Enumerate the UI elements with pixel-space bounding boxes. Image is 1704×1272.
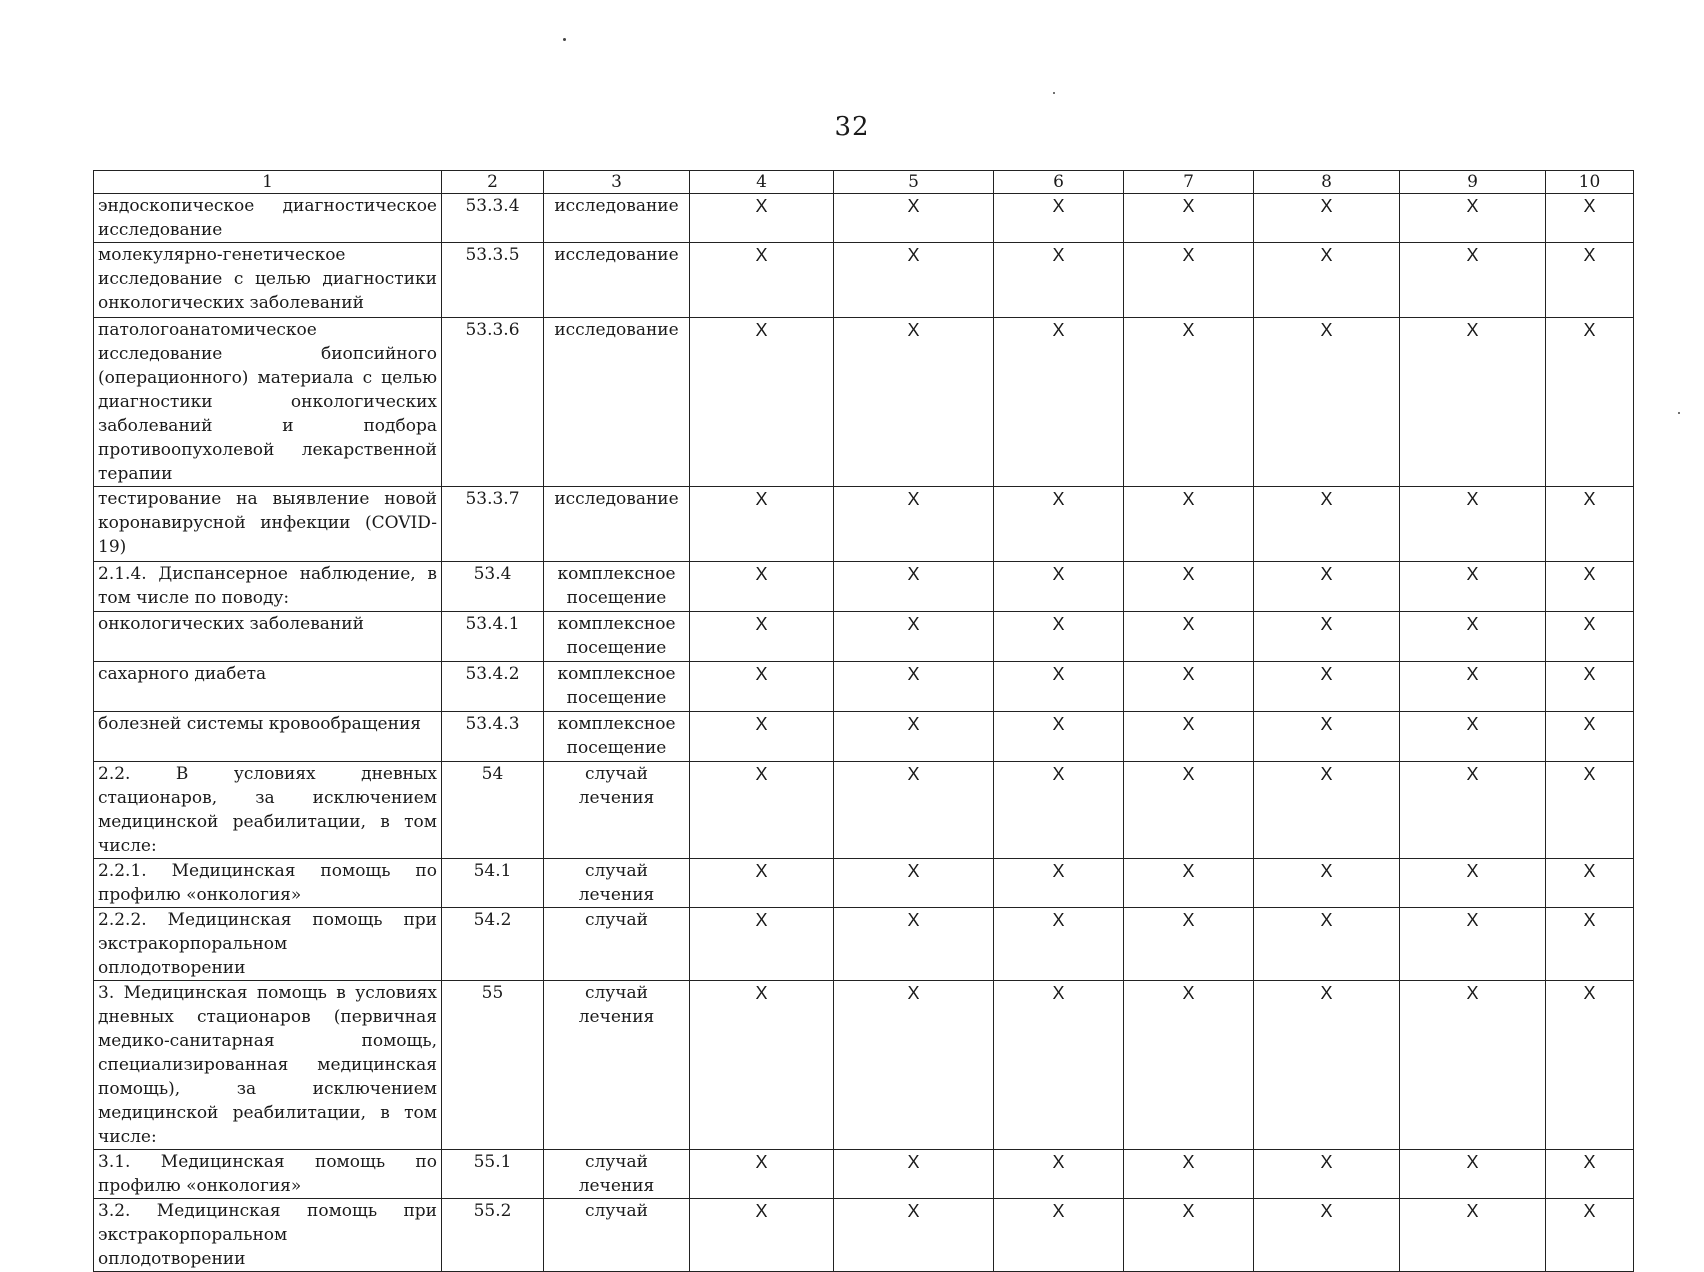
row-code-cell: 53.3.6 xyxy=(442,318,544,487)
table-body xyxy=(94,194,1634,1272)
column-header: 8 xyxy=(1254,171,1400,194)
unit-cell: случай лечения xyxy=(544,859,690,908)
data-table xyxy=(93,170,1634,1272)
table-row xyxy=(94,487,1634,562)
x-mark-cell: X xyxy=(690,562,834,612)
service-name-cell: 3.2. Медицинская помощь при экстракорпоральном оплодотворении xyxy=(94,1199,442,1272)
x-mark-cell: X xyxy=(994,612,1124,662)
x-mark-cell: X xyxy=(1546,562,1634,612)
x-mark-cell: X xyxy=(1124,318,1254,487)
page-number: 32 xyxy=(834,112,870,142)
x-mark-cell: X xyxy=(1254,1150,1400,1199)
x-mark-cell: X xyxy=(1124,1150,1254,1199)
x-mark-cell: X xyxy=(1400,487,1546,562)
table-row xyxy=(94,662,1634,712)
x-mark-cell: X xyxy=(834,243,994,318)
x-mark-cell: X xyxy=(1400,612,1546,662)
row-code-cell: 53.3.7 xyxy=(442,487,544,562)
x-mark-cell: X xyxy=(690,612,834,662)
x-mark-cell: X xyxy=(834,318,994,487)
x-mark-cell: X xyxy=(1546,318,1634,487)
table-row xyxy=(94,908,1634,981)
x-mark-cell: X xyxy=(1254,1199,1400,1272)
x-mark-cell: X xyxy=(994,762,1124,859)
column-header: 4 xyxy=(690,171,834,194)
x-mark-cell: X xyxy=(1124,981,1254,1150)
x-mark-cell: X xyxy=(1400,1150,1546,1199)
row-code-cell: 53.3.5 xyxy=(442,243,544,318)
x-mark-cell: X xyxy=(1124,562,1254,612)
x-mark-cell: X xyxy=(1400,1199,1546,1272)
x-mark-cell: X xyxy=(994,1150,1124,1199)
service-name-cell: болезней системы кровообращения xyxy=(94,712,442,762)
unit-cell: комплексное посещение xyxy=(544,662,690,712)
x-mark-cell: X xyxy=(834,1150,994,1199)
table-row xyxy=(94,612,1634,662)
x-mark-cell: X xyxy=(1400,662,1546,712)
x-mark-cell: X xyxy=(994,243,1124,318)
service-name-cell: 2.2.2. Медицинская помощь при экстракорпоральном оплодотворении xyxy=(94,908,442,981)
x-mark-cell: X xyxy=(1254,981,1400,1150)
scan-speck xyxy=(1053,92,1055,94)
row-code-cell: 53.4.3 xyxy=(442,712,544,762)
row-code-cell: 54 xyxy=(442,762,544,859)
x-mark-cell: X xyxy=(1546,981,1634,1150)
x-mark-cell: X xyxy=(690,762,834,859)
unit-cell: случай лечения xyxy=(544,762,690,859)
service-name-cell: 2.2. В условиях дневных стационаров, за исключением медицинской реабилитации, в том числе: xyxy=(94,762,442,859)
x-mark-cell: X xyxy=(994,981,1124,1150)
table-row xyxy=(94,243,1634,318)
x-mark-cell: X xyxy=(1400,762,1546,859)
x-mark-cell: X xyxy=(994,1199,1124,1272)
x-mark-cell: X xyxy=(690,712,834,762)
service-name-cell: онкологических заболеваний xyxy=(94,612,442,662)
table-row xyxy=(94,762,1634,859)
x-mark-cell: X xyxy=(1124,612,1254,662)
scan-speck xyxy=(1678,412,1680,414)
service-name-cell: 2.1.4. Диспансерное наблюдение, в том числе по поводу: xyxy=(94,562,442,612)
x-mark-cell: X xyxy=(690,859,834,908)
x-mark-cell: X xyxy=(834,562,994,612)
unit-cell: комплексное посещение xyxy=(544,562,690,612)
x-mark-cell: X xyxy=(1400,981,1546,1150)
x-mark-cell: X xyxy=(690,908,834,981)
x-mark-cell: X xyxy=(994,662,1124,712)
x-mark-cell: X xyxy=(1124,908,1254,981)
x-mark-cell: X xyxy=(1124,712,1254,762)
row-code-cell: 55 xyxy=(442,981,544,1150)
x-mark-cell: X xyxy=(690,1199,834,1272)
x-mark-cell: X xyxy=(834,908,994,981)
unit-cell: случай лечения xyxy=(544,1150,690,1199)
x-mark-cell: X xyxy=(690,487,834,562)
table-row xyxy=(94,194,1634,243)
x-mark-cell: X xyxy=(994,194,1124,243)
x-mark-cell: X xyxy=(994,562,1124,612)
x-mark-cell: X xyxy=(690,1150,834,1199)
row-code-cell: 53.4.1 xyxy=(442,612,544,662)
x-mark-cell: X xyxy=(690,981,834,1150)
x-mark-cell: X xyxy=(1546,908,1634,981)
column-header: 1 xyxy=(94,171,442,194)
unit-cell: исследование xyxy=(544,487,690,562)
service-name-cell: 3.1. Медицинская помощь по профилю «онкология» xyxy=(94,1150,442,1199)
x-mark-cell: X xyxy=(834,487,994,562)
unit-cell: исследование xyxy=(544,194,690,243)
x-mark-cell: X xyxy=(1254,712,1400,762)
x-mark-cell: X xyxy=(1254,662,1400,712)
x-mark-cell: X xyxy=(1254,243,1400,318)
x-mark-cell: X xyxy=(834,762,994,859)
x-mark-cell: X xyxy=(1400,712,1546,762)
x-mark-cell: X xyxy=(1124,487,1254,562)
service-name-cell: сахарного диабета xyxy=(94,662,442,712)
x-mark-cell: X xyxy=(1546,487,1634,562)
x-mark-cell: X xyxy=(1124,243,1254,318)
x-mark-cell: X xyxy=(1124,194,1254,243)
x-mark-cell: X xyxy=(1546,859,1634,908)
x-mark-cell: X xyxy=(1400,318,1546,487)
x-mark-cell: X xyxy=(994,908,1124,981)
x-mark-cell: X xyxy=(1254,762,1400,859)
unit-cell: случай лечения xyxy=(544,981,690,1150)
column-header: 10 xyxy=(1546,171,1634,194)
row-code-cell: 54.2 xyxy=(442,908,544,981)
x-mark-cell: X xyxy=(1546,1199,1634,1272)
row-code-cell: 54.1 xyxy=(442,859,544,908)
column-header: 6 xyxy=(994,171,1124,194)
x-mark-cell: X xyxy=(1124,762,1254,859)
table-row xyxy=(94,1199,1634,1272)
x-mark-cell: X xyxy=(1546,1150,1634,1199)
x-mark-cell: X xyxy=(1400,562,1546,612)
x-mark-cell: X xyxy=(1124,662,1254,712)
column-header: 7 xyxy=(1124,171,1254,194)
x-mark-cell: X xyxy=(834,612,994,662)
x-mark-cell: X xyxy=(1400,243,1546,318)
x-mark-cell: X xyxy=(1546,194,1634,243)
x-mark-cell: X xyxy=(1254,859,1400,908)
service-name-cell: тестирование на выявление новой коронавирусной инфекции (COVID-19) xyxy=(94,487,442,562)
service-name-cell: патологоанатомическое исследование биопсийного (операционного) материала с целью диагностики онкологических заболеваний и подбора противоопухолевой лекарственной терапии xyxy=(94,318,442,487)
row-code-cell: 55.2 xyxy=(442,1199,544,1272)
column-header: 2 xyxy=(442,171,544,194)
column-number-row xyxy=(94,171,1634,194)
table-row xyxy=(94,859,1634,908)
service-name-cell: эндоскопическое диагностическое исследование xyxy=(94,194,442,243)
x-mark-cell: X xyxy=(1546,662,1634,712)
row-code-cell: 53.3.4 xyxy=(442,194,544,243)
x-mark-cell: X xyxy=(834,859,994,908)
x-mark-cell: X xyxy=(834,981,994,1150)
x-mark-cell: X xyxy=(994,487,1124,562)
column-header: 5 xyxy=(834,171,994,194)
table-row xyxy=(94,318,1634,487)
column-header: 9 xyxy=(1400,171,1546,194)
unit-cell: случай xyxy=(544,908,690,981)
x-mark-cell: X xyxy=(834,712,994,762)
unit-cell: случай xyxy=(544,1199,690,1272)
row-code-cell: 53.4 xyxy=(442,562,544,612)
x-mark-cell: X xyxy=(1546,243,1634,318)
x-mark-cell: X xyxy=(690,318,834,487)
unit-cell: комплексное посещение xyxy=(544,712,690,762)
x-mark-cell: X xyxy=(690,243,834,318)
x-mark-cell: X xyxy=(1546,612,1634,662)
x-mark-cell: X xyxy=(690,662,834,712)
x-mark-cell: X xyxy=(1400,908,1546,981)
table-row xyxy=(94,712,1634,762)
table-row xyxy=(94,1150,1634,1199)
x-mark-cell: X xyxy=(1254,562,1400,612)
row-code-cell: 53.4.2 xyxy=(442,662,544,712)
x-mark-cell: X xyxy=(1400,194,1546,243)
service-name-cell: молекулярно-генетическое исследование с целью диагностики онкологических заболеваний xyxy=(94,243,442,318)
column-header: 3 xyxy=(544,171,690,194)
row-code-cell: 55.1 xyxy=(442,1150,544,1199)
x-mark-cell: X xyxy=(994,859,1124,908)
service-name-cell: 3. Медицинская помощь в условиях дневных стационаров (первичная медико-санитарная помощь, специализированная медицинская помощь), за исключением медицинской реабилитации, в том числе: xyxy=(94,981,442,1150)
x-mark-cell: X xyxy=(834,194,994,243)
x-mark-cell: X xyxy=(1254,908,1400,981)
x-mark-cell: X xyxy=(834,662,994,712)
unit-cell: комплексное посещение xyxy=(544,612,690,662)
x-mark-cell: X xyxy=(690,194,834,243)
x-mark-cell: X xyxy=(1254,487,1400,562)
unit-cell: исследование xyxy=(544,318,690,487)
service-name-cell: 2.2.1. Медицинская помощь по профилю «онкология» xyxy=(94,859,442,908)
x-mark-cell: X xyxy=(1124,859,1254,908)
x-mark-cell: X xyxy=(1400,859,1546,908)
table-row xyxy=(94,981,1634,1150)
unit-cell: исследование xyxy=(544,243,690,318)
table-row xyxy=(94,562,1634,612)
x-mark-cell: X xyxy=(1124,1199,1254,1272)
x-mark-cell: X xyxy=(834,1199,994,1272)
x-mark-cell: X xyxy=(1254,318,1400,487)
x-mark-cell: X xyxy=(1254,612,1400,662)
x-mark-cell: X xyxy=(1546,712,1634,762)
x-mark-cell: X xyxy=(1254,194,1400,243)
x-mark-cell: X xyxy=(1546,762,1634,859)
x-mark-cell: X xyxy=(994,318,1124,487)
scan-speck xyxy=(563,38,566,41)
x-mark-cell: X xyxy=(994,712,1124,762)
